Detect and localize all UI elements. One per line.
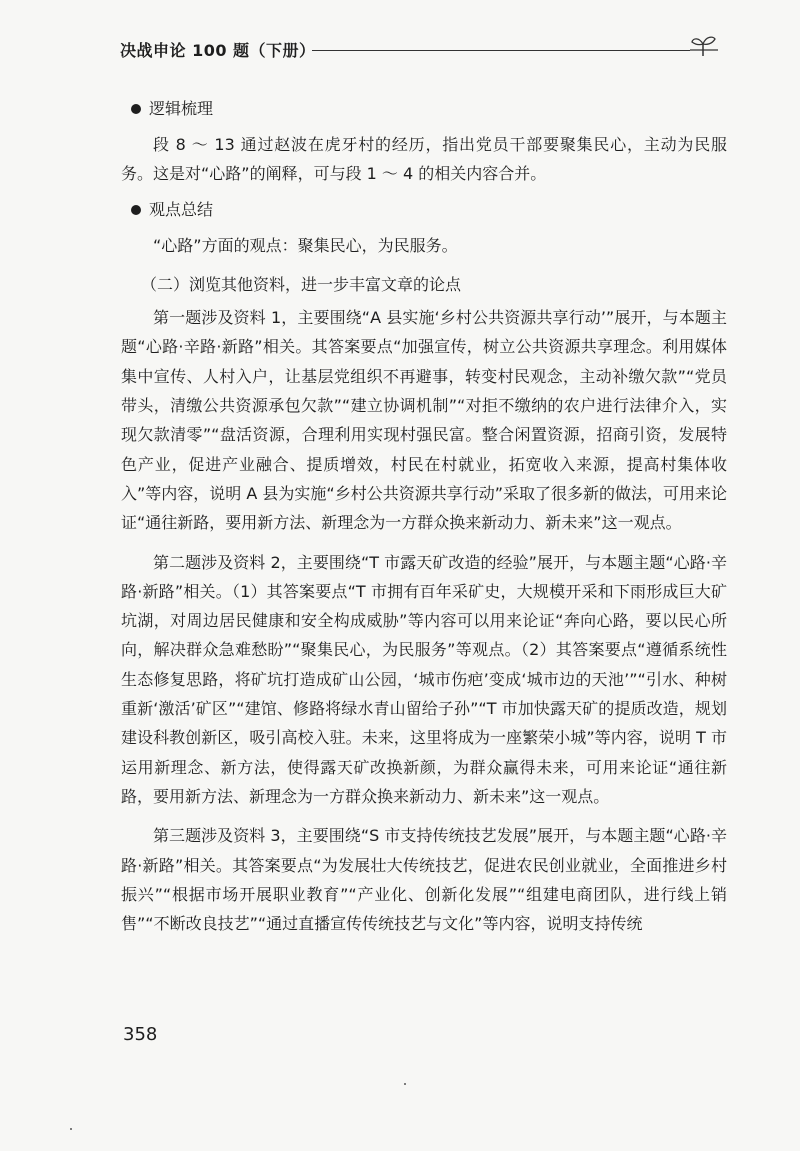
- body-paragraph: 第一题涉及资料 1，主要围绕“A 县实施‘乡村公共资源共享行动’”展开，与本题主题“心路·辛路·新路”相关。其答案要点“加强宣传，树立公共资源共享理念。利用媒体集中宣传、人村入户，让基层党组织不再避事，转变村民观念，主动补缴欠款”“党员带头，清缴公共资源承包欠款”“建立协调机制”“对拒不缴纳的农户进行法律介入，实现欠款清零”“盘活资源，合理利用实现村强民富。整合闲置资源，招商引资，发展特色产业，促进产业融合、提质增效，村民在村就业，拓宽收入来源，提高村集体收入”等内容，说明 A 县为实施“乡村公共资源共享行动”采取了很多新的做法，可用来论证“通往新路，要用新方法、新理念为一方群众换来新动力、新未来”这一观点。: [121, 308, 727, 533]
- header-rule: [312, 50, 690, 51]
- bullet-icon: [131, 104, 141, 114]
- page-content: [121, 92, 727, 938]
- running-header: [120, 34, 720, 64]
- scan-speck: [404, 1083, 406, 1085]
- bullet-icon: [131, 205, 141, 215]
- section-heading-logic: 逻辑梳理: [121, 92, 727, 126]
- sprout-icon: [688, 34, 718, 58]
- page-number: 358: [123, 1024, 158, 1045]
- logic-paragraph: 段 8 ～ 13 通过赵波在虎牙村的经历，指出党员干部要聚集民心，主动为民服务。这是对“心路”的阐释，可与段 1 ～ 4 的相关内容合并。: [121, 135, 727, 184]
- body-paragraph: 第三题涉及资料 3，主要围绕“S 市支持传统技艺发展”展开，与本题主题“心路·辛路·新路”相关。其答案要点“为发展壮大传统技艺，促进农民创业就业，全面推进乡村振兴”“根据市场开展职业教育”“产业化、创新化发展”“组建电商团队，进行线上销售”“不断改良技艺”“通过直播宣传传统技艺与文化”等内容，说明支持传统: [121, 826, 727, 934]
- subsection-heading: （二）浏览其他资料，进一步丰富文章的论点: [141, 274, 462, 294]
- summary-paragraph: “心路”方面的观点：聚集民心，为民服务。: [153, 235, 458, 255]
- section-heading-summary: 观点总结: [121, 193, 727, 227]
- book-title: 决战申论 100 题（下册）: [120, 41, 316, 60]
- body-paragraph: 第二题涉及资料 2，主要围绕“T 市露天矿改造的经验”展开，与本题主题“心路·辛路·新路”相关。（1）其答案要点“T 市拥有百年采矿史，大规模开采和下雨形成巨大矿坑湖，对周边居民健康和安全构成威胁”等内容可以用来论证“奔向心路，要以民心所向，解决群众急难愁盼”“聚集民心，为民服务”等观点。（2）其答案要点“遵循系统性生态修复思路，将矿坑打造成矿山公园，‘城市伤疤’变成‘城市边的天池’”“引水、种树重新‘激活’矿区”“建馆、修路将绿水青山留给子孙”“T 市加快露天矿的提质改造，规划建设科教创新区，吸引高校入驻。未来，这里将成为一座繁荣小城”等内容，说明 T 市运用新理念、新方法，使得露天矿改换新颜，为群众赢得未来，可用来论证“通往新路，要用新方法、新理念为一方群众换来新动力、新未来”这一观点。: [121, 552, 727, 806]
- scan-speck: [70, 1128, 72, 1130]
